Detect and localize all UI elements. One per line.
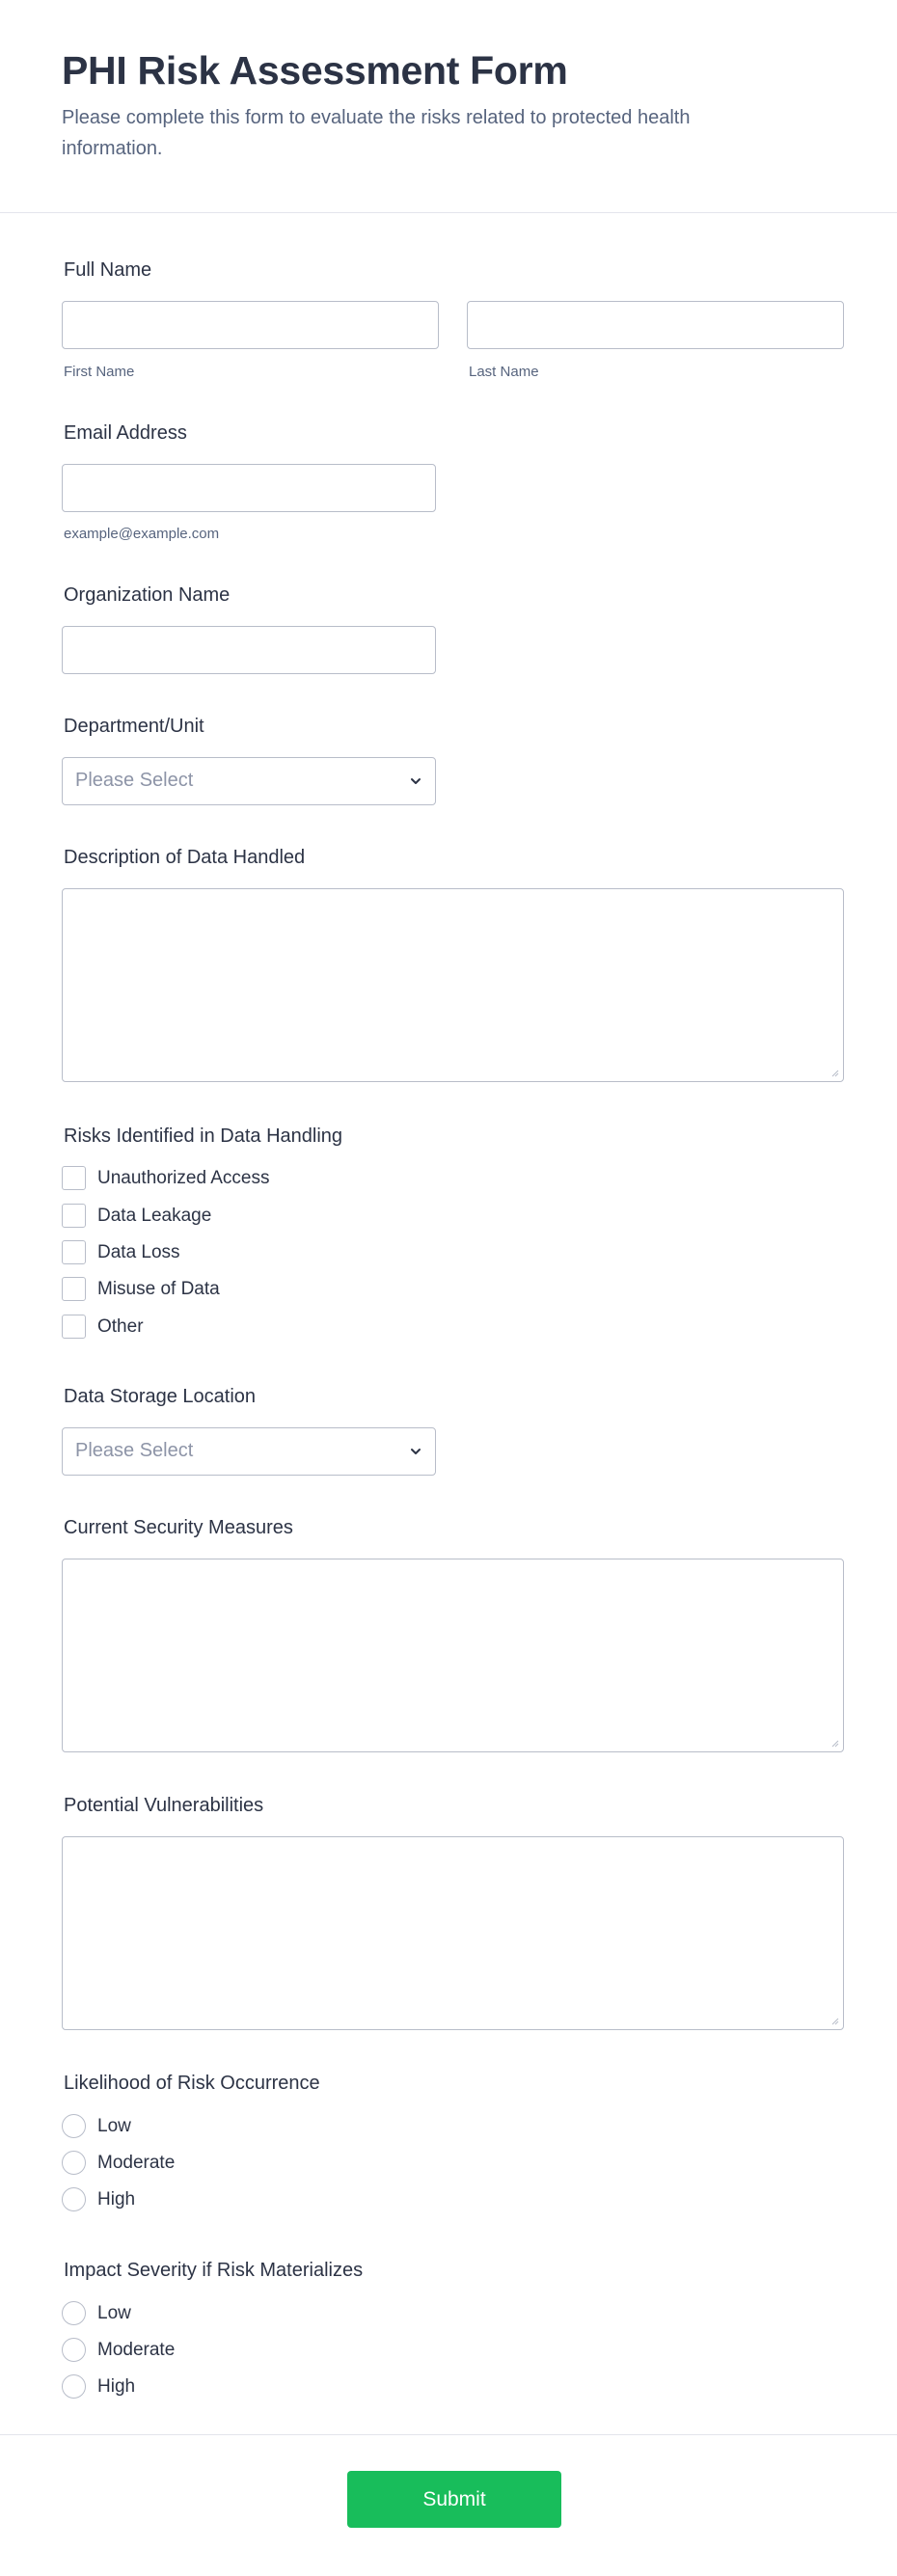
organization-label: Organization Name [64,584,231,606]
chevron-down-icon [408,1444,423,1459]
form-title: PHI Risk Assessment Form [62,48,568,93]
checkbox[interactable] [62,1166,86,1190]
radio-button[interactable] [62,2338,86,2362]
email-label: Email Address [64,422,187,444]
radio-button[interactable] [62,2301,86,2325]
chevron-down-icon [408,773,423,789]
last-name-sublabel: Last Name [469,364,539,380]
impact-option-label: High [97,2376,136,2397]
storage-location-select-value: Please Select [75,1440,194,1461]
radio-button[interactable] [62,2374,86,2399]
data-description-textarea[interactable] [62,888,844,1082]
impact-label: Impact Severity if Risk Materializes [64,2260,364,2281]
organization-input[interactable] [62,626,436,674]
radio-button[interactable] [62,2114,86,2138]
impact-option-label: Moderate [97,2340,176,2360]
last-name-input[interactable] [467,301,844,349]
data-description-label: Description of Data Handled [64,847,306,868]
risk-option-label: Data Loss [97,1242,180,1262]
email-input[interactable] [62,464,436,512]
storage-location-label: Data Storage Location [64,1386,257,1407]
radio-button[interactable] [62,2151,86,2175]
form-header [0,0,897,213]
risk-option-label: Unauthorized Access [97,1168,270,1188]
submit-button[interactable]: Submit [347,2471,561,2528]
risks-label: Risks Identified in Data Handling [64,1125,343,1147]
impact-option-label: Low [97,2303,131,2323]
likelihood-label: Likelihood of Risk Occurrence [64,2073,320,2094]
department-label: Department/Unit [64,716,204,737]
risk-option-label: Data Leakage [97,1206,212,1226]
radio-button[interactable] [62,2187,86,2211]
security-measures-textarea[interactable] [62,1559,844,1752]
likelihood-option-label: Moderate [97,2153,176,2173]
department-select[interactable] [62,757,436,805]
storage-location-select[interactable] [62,1427,436,1476]
vulnerabilities-label: Potential Vulnerabilities [64,1795,264,1816]
resize-handle-icon[interactable] [829,2016,839,2025]
first-name-sublabel: First Name [64,364,135,380]
checkbox[interactable] [62,1240,86,1264]
resize-handle-icon[interactable] [829,1068,839,1077]
email-sublabel: example@example.com [64,526,220,542]
full-name-label: Full Name [64,259,152,281]
likelihood-option-label: High [97,2189,136,2210]
likelihood-option-label: Low [97,2116,131,2136]
checkbox[interactable] [62,1204,86,1228]
form-subtitle: Please complete this form to evaluate the risks related to protected health information. [62,107,691,159]
checkbox[interactable] [62,1277,86,1301]
resize-handle-icon[interactable] [829,1738,839,1748]
first-name-input[interactable] [62,301,439,349]
vulnerabilities-textarea[interactable] [62,1836,844,2030]
department-select-value: Please Select [75,770,194,791]
risk-option-label: Misuse of Data [97,1279,220,1299]
checkbox[interactable] [62,1315,86,1339]
security-measures-label: Current Security Measures [64,1517,293,1538]
risk-option-label: Other [97,1316,144,1337]
